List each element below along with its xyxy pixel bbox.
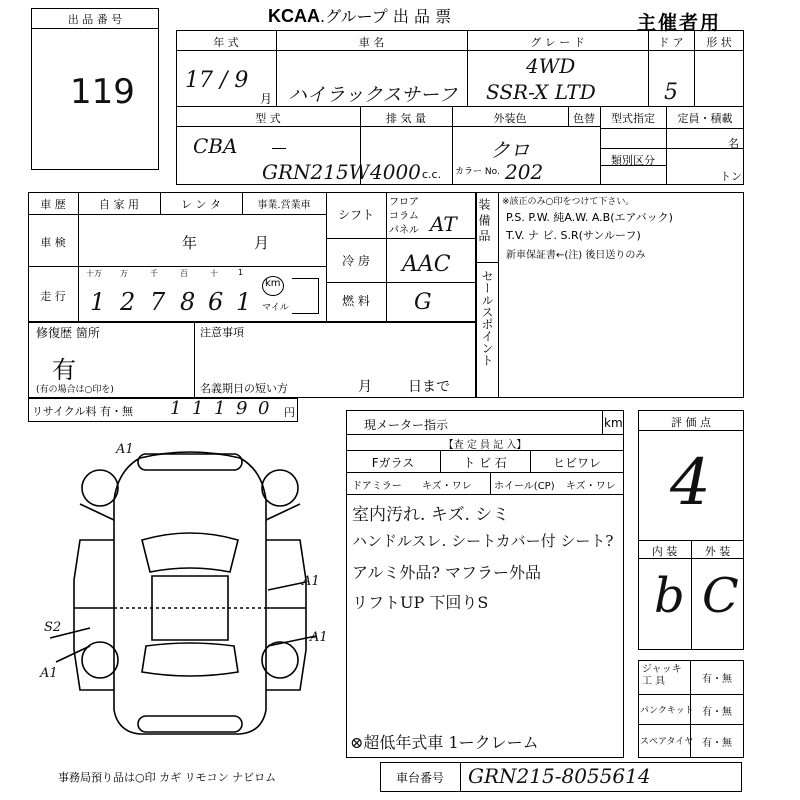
inspection-month-unit: 月 — [254, 234, 270, 252]
model-label: 型 式 — [255, 112, 281, 125]
persons-unit: 名 — [728, 137, 739, 150]
note-line-1: 室内汚れ. キズ. シミ — [352, 505, 510, 525]
category-label: 類別区分 — [611, 154, 655, 167]
inspection-year-unit: 年 — [182, 234, 198, 252]
shift-value: AT — [430, 212, 457, 236]
spare-value: 有・無 — [702, 738, 732, 749]
wheel-front-left — [82, 470, 118, 506]
equipment-line2: T.V. ナ ビ. S.R(サンルーフ) — [506, 229, 641, 242]
tons-unit: トン — [720, 170, 742, 183]
sales-point-label: セールスポイント — [480, 270, 494, 366]
mileage-digit-5: 1 — [236, 288, 252, 316]
wheel-condition: キズ・ワレ — [566, 481, 616, 492]
equipment-line1: P.S. P.W. 純A.W. A.B(エアバック) — [506, 211, 673, 224]
displacement-value: 4000 — [370, 160, 421, 184]
meter-label: 現メーター指示 — [364, 418, 449, 432]
lot-number-value: 119 — [70, 72, 135, 112]
glass-label: Fガラス — [371, 456, 415, 470]
ac-value: AAC — [402, 252, 451, 277]
grade-label: グ レ ー ド — [530, 36, 585, 49]
recycle-digit-2: 1 — [214, 398, 226, 419]
brand-logo: KCAA — [268, 6, 320, 26]
rating-label: 評 価 点 — [671, 416, 711, 429]
mirror-label: ドアミラー — [352, 481, 402, 492]
business-label: 事業.営業車 — [257, 200, 311, 211]
shift-label: シフト — [337, 208, 374, 222]
body-type-label: 形 状 — [706, 36, 732, 49]
km-mile-bracket — [292, 278, 319, 314]
doors-label: ド ア — [658, 36, 684, 49]
mileage-digit-2: 7 — [150, 288, 166, 316]
model-prefix: CBA — [193, 134, 238, 158]
expiry-month: 月 — [358, 379, 372, 395]
color-no-value: 202 — [505, 160, 544, 184]
crack-label: ヒビワレ — [552, 456, 601, 470]
mirror-condition: キズ・ワレ — [422, 481, 472, 492]
wheel-label: ホイール(CP) — [494, 481, 555, 492]
mileage-digits — [82, 266, 262, 322]
office-note: 事務局預り品は○印 カギ リモコン ナビロム — [58, 771, 277, 784]
interior-label: 内 装 — [651, 545, 678, 558]
repair-note: (有の場合は○印を) — [36, 385, 114, 395]
recycle-digits — [164, 398, 284, 422]
jack-value: 有・無 — [702, 674, 732, 685]
private-label: 自 家 用 — [99, 198, 139, 211]
car-damage-diagram — [30, 440, 350, 740]
shift-option-floor: フロア — [389, 197, 419, 208]
digit-label-3: 百 — [180, 269, 188, 278]
recycle-digit-1: 1 — [192, 398, 204, 419]
inspection-label: 車 検 — [40, 236, 66, 249]
recycle-digit-4: 0 — [258, 398, 270, 419]
month-suffix: 月 — [260, 92, 273, 106]
color-no-label: カラー No. — [455, 167, 500, 177]
rear-bumper — [138, 716, 242, 732]
ac-label: 冷 房 — [342, 254, 370, 268]
repair-label: 修復歴 箇所 — [36, 326, 100, 340]
front-bumper — [138, 454, 242, 470]
mileage-digit-3: 8 — [180, 288, 196, 316]
model-dash — [272, 148, 286, 149]
doors-value: 5 — [664, 80, 678, 105]
fuel-label: 燃 料 — [342, 294, 370, 308]
car-name-value: ハイラックスサーフ — [288, 84, 458, 106]
mile-label: マイル — [262, 303, 289, 313]
note-line-4: リフトUP 下回りS — [352, 593, 489, 612]
exterior-color-label: 外装色 — [493, 112, 527, 125]
note-line-2: ハンドルスレ. シートカバー付 シート? — [352, 532, 614, 550]
car-body-outline — [114, 452, 266, 734]
remarks-label: 注意事項 — [200, 326, 244, 339]
mileage-digit-1: 2 — [120, 288, 136, 316]
recycle-digit-0: 1 — [170, 398, 182, 419]
damage-mark-front: A1 — [116, 442, 134, 457]
car-name-label: 車 名 — [358, 36, 385, 49]
shift-option-panel: パネル — [389, 225, 419, 236]
wheel-rear-right — [262, 642, 298, 678]
digit-label-4: 十 — [210, 269, 218, 278]
model-value: GRN215W — [262, 160, 370, 184]
color-value: クロ — [490, 138, 530, 162]
repair-value: 有 — [52, 356, 76, 384]
cc-unit: c.c. — [422, 168, 442, 181]
meter-unit: km — [604, 416, 623, 430]
color-change-label: 色替 — [573, 112, 595, 125]
mileage-digit-0: 1 — [90, 288, 106, 316]
organizer-label: 主催者用 — [637, 12, 722, 34]
fuel-value: G — [414, 290, 432, 315]
jack-label: ジャッキ 工 具 — [642, 664, 682, 687]
chip-label: ト ビ 石 — [463, 456, 507, 470]
title-text: .グループ 出 品 票 — [320, 7, 452, 26]
right-side-panel — [266, 540, 306, 690]
equipment-label: 装 備 品 — [477, 198, 491, 242]
rear-window — [142, 643, 238, 676]
chassis-value: GRN215-8055614 — [468, 764, 651, 788]
km-label: km — [265, 278, 281, 289]
grade-value-line2: SSR-X LTD — [486, 80, 596, 104]
rating-score: 4 — [670, 446, 711, 520]
damage-mark-right-door: A1 — [302, 574, 320, 589]
chassis-label: 車台番号 — [395, 771, 444, 785]
interior-grade: b — [654, 568, 685, 624]
digit-label-2: 千 — [150, 269, 158, 278]
rental-label: レ ン タ — [181, 198, 221, 211]
model-designation-label: 型式指定 — [611, 112, 655, 125]
recycle-unit: 円 — [284, 406, 295, 419]
exterior-label: 外 装 — [704, 545, 731, 558]
form-title — [268, 4, 451, 27]
exterior-grade: C — [702, 568, 739, 624]
windshield — [142, 533, 238, 572]
recycle-digit-3: 9 — [236, 398, 248, 419]
digit-label-5: 1 — [238, 268, 244, 277]
year-label: 年 式 — [213, 36, 239, 49]
damage-mark-left-side: S2 — [44, 620, 62, 635]
mileage-digit-4: 6 — [208, 288, 224, 316]
recycle-label: リサイクル料 有・無 — [32, 405, 133, 418]
grade-value-line1: 4WD — [526, 54, 576, 78]
expiry-label: 名義期日の短い方 — [200, 382, 288, 395]
damage-mark-left-rear: A1 — [40, 666, 58, 681]
damage-mark-right-rear: A1 — [310, 630, 328, 645]
history-label: 車 歴 — [40, 198, 66, 211]
lot-number-label: 出 品 番 号 — [67, 13, 123, 26]
puncture-value: 有・無 — [702, 707, 732, 718]
year-value: 17 / 9 — [185, 68, 249, 93]
equipment-note: ※該正のみ○印をつけて下さい。 — [502, 197, 635, 207]
shift-option-column: コラム — [389, 211, 419, 222]
note-line-3: アルミ外品? マフラー外品 — [352, 563, 542, 582]
left-side-panel — [74, 540, 114, 690]
note-footer: ⊗超低年式車 1ークレーム — [350, 733, 539, 752]
puncture-label: パンクキット — [640, 706, 694, 716]
expiry-day: 日まで — [408, 379, 450, 395]
digit-label-0: 十万 — [86, 269, 102, 278]
spare-label: スペアタイヤ — [640, 737, 694, 747]
inspector-label: 【査 定 員 記 入】 — [443, 440, 527, 451]
digit-label-1: 万 — [120, 269, 128, 278]
equipment-line3: 新車保証書←(注) 後日送りのみ — [506, 250, 646, 261]
mileage-label: 走 行 — [40, 290, 66, 303]
displacement-label: 排 気 量 — [386, 112, 426, 125]
capacity-label: 定員・積載 — [677, 112, 733, 125]
wheel-front-right — [262, 470, 298, 506]
